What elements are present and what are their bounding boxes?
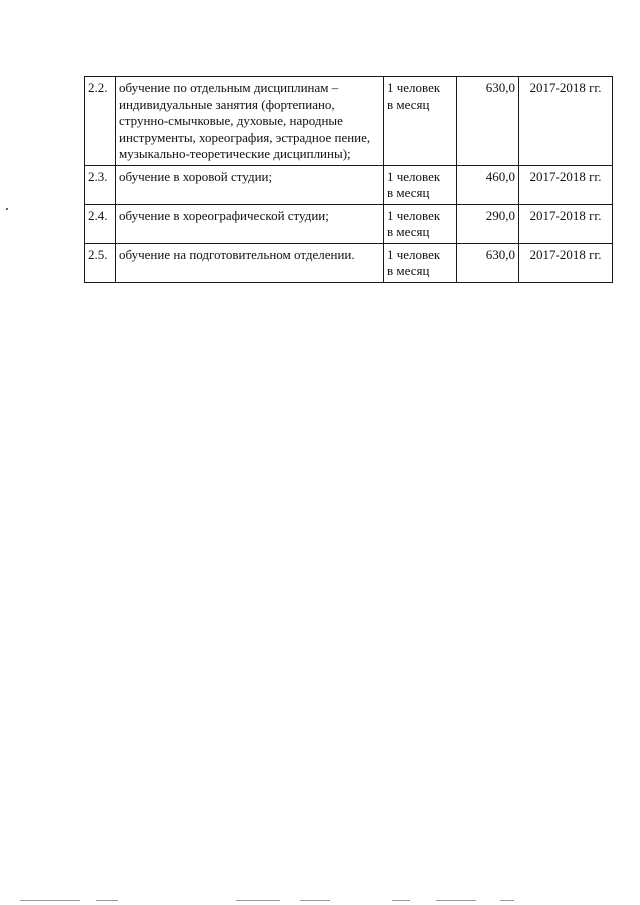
table-row bbox=[85, 165, 613, 204]
price-cell: 290,0 bbox=[457, 204, 519, 243]
row-number: 2.3. bbox=[85, 165, 116, 204]
table-row bbox=[85, 243, 613, 282]
unit-line-1: 1 человек bbox=[387, 168, 441, 184]
unit-cell bbox=[384, 243, 457, 282]
period-cell: 2017-2018 гг. bbox=[519, 77, 613, 166]
service-description: обучение в хоровой студии; bbox=[116, 165, 384, 204]
unit-line-1: 1 человек bbox=[387, 246, 441, 262]
unit-cell bbox=[384, 204, 457, 243]
price-cell: 630,0 bbox=[457, 77, 519, 166]
unit-cell bbox=[384, 165, 457, 204]
unit-line-1: 1 человек bbox=[387, 207, 441, 223]
price-cell: 460,0 bbox=[457, 165, 519, 204]
scan-speck bbox=[6, 208, 8, 210]
service-description: обучение на подготовительном отделении. bbox=[116, 243, 384, 282]
table-row bbox=[85, 77, 613, 166]
table-row bbox=[85, 204, 613, 243]
period-cell: 2017-2018 гг. bbox=[519, 243, 613, 282]
service-description: обучение в хореографической студии; bbox=[116, 204, 384, 243]
row-number: 2.5. bbox=[85, 243, 116, 282]
scan-edge-noise bbox=[0, 896, 640, 905]
unit-line-2: в месяц bbox=[387, 263, 430, 278]
price-cell: 630,0 bbox=[457, 243, 519, 282]
row-number: 2.4. bbox=[85, 204, 116, 243]
unit-cell bbox=[384, 77, 457, 166]
period-cell: 2017-2018 гг. bbox=[519, 204, 613, 243]
service-description: обучение по отдельным дисциплинам – индивидуальные занятия (фортепиано, струнно-смычковые, духовые, народные инструменты, хореография, эстрадное пение, музыкально-теоретические дисциплины); bbox=[116, 77, 384, 166]
unit-line-2: в месяц bbox=[387, 224, 430, 239]
unit-line-2: в месяц bbox=[387, 185, 430, 200]
period-cell: 2017-2018 гг. bbox=[519, 165, 613, 204]
price-table bbox=[84, 76, 613, 283]
unit-line-2: в месяц bbox=[387, 96, 430, 112]
unit-line-1: 1 человек bbox=[387, 80, 441, 95]
row-number: 2.2. bbox=[85, 77, 116, 166]
